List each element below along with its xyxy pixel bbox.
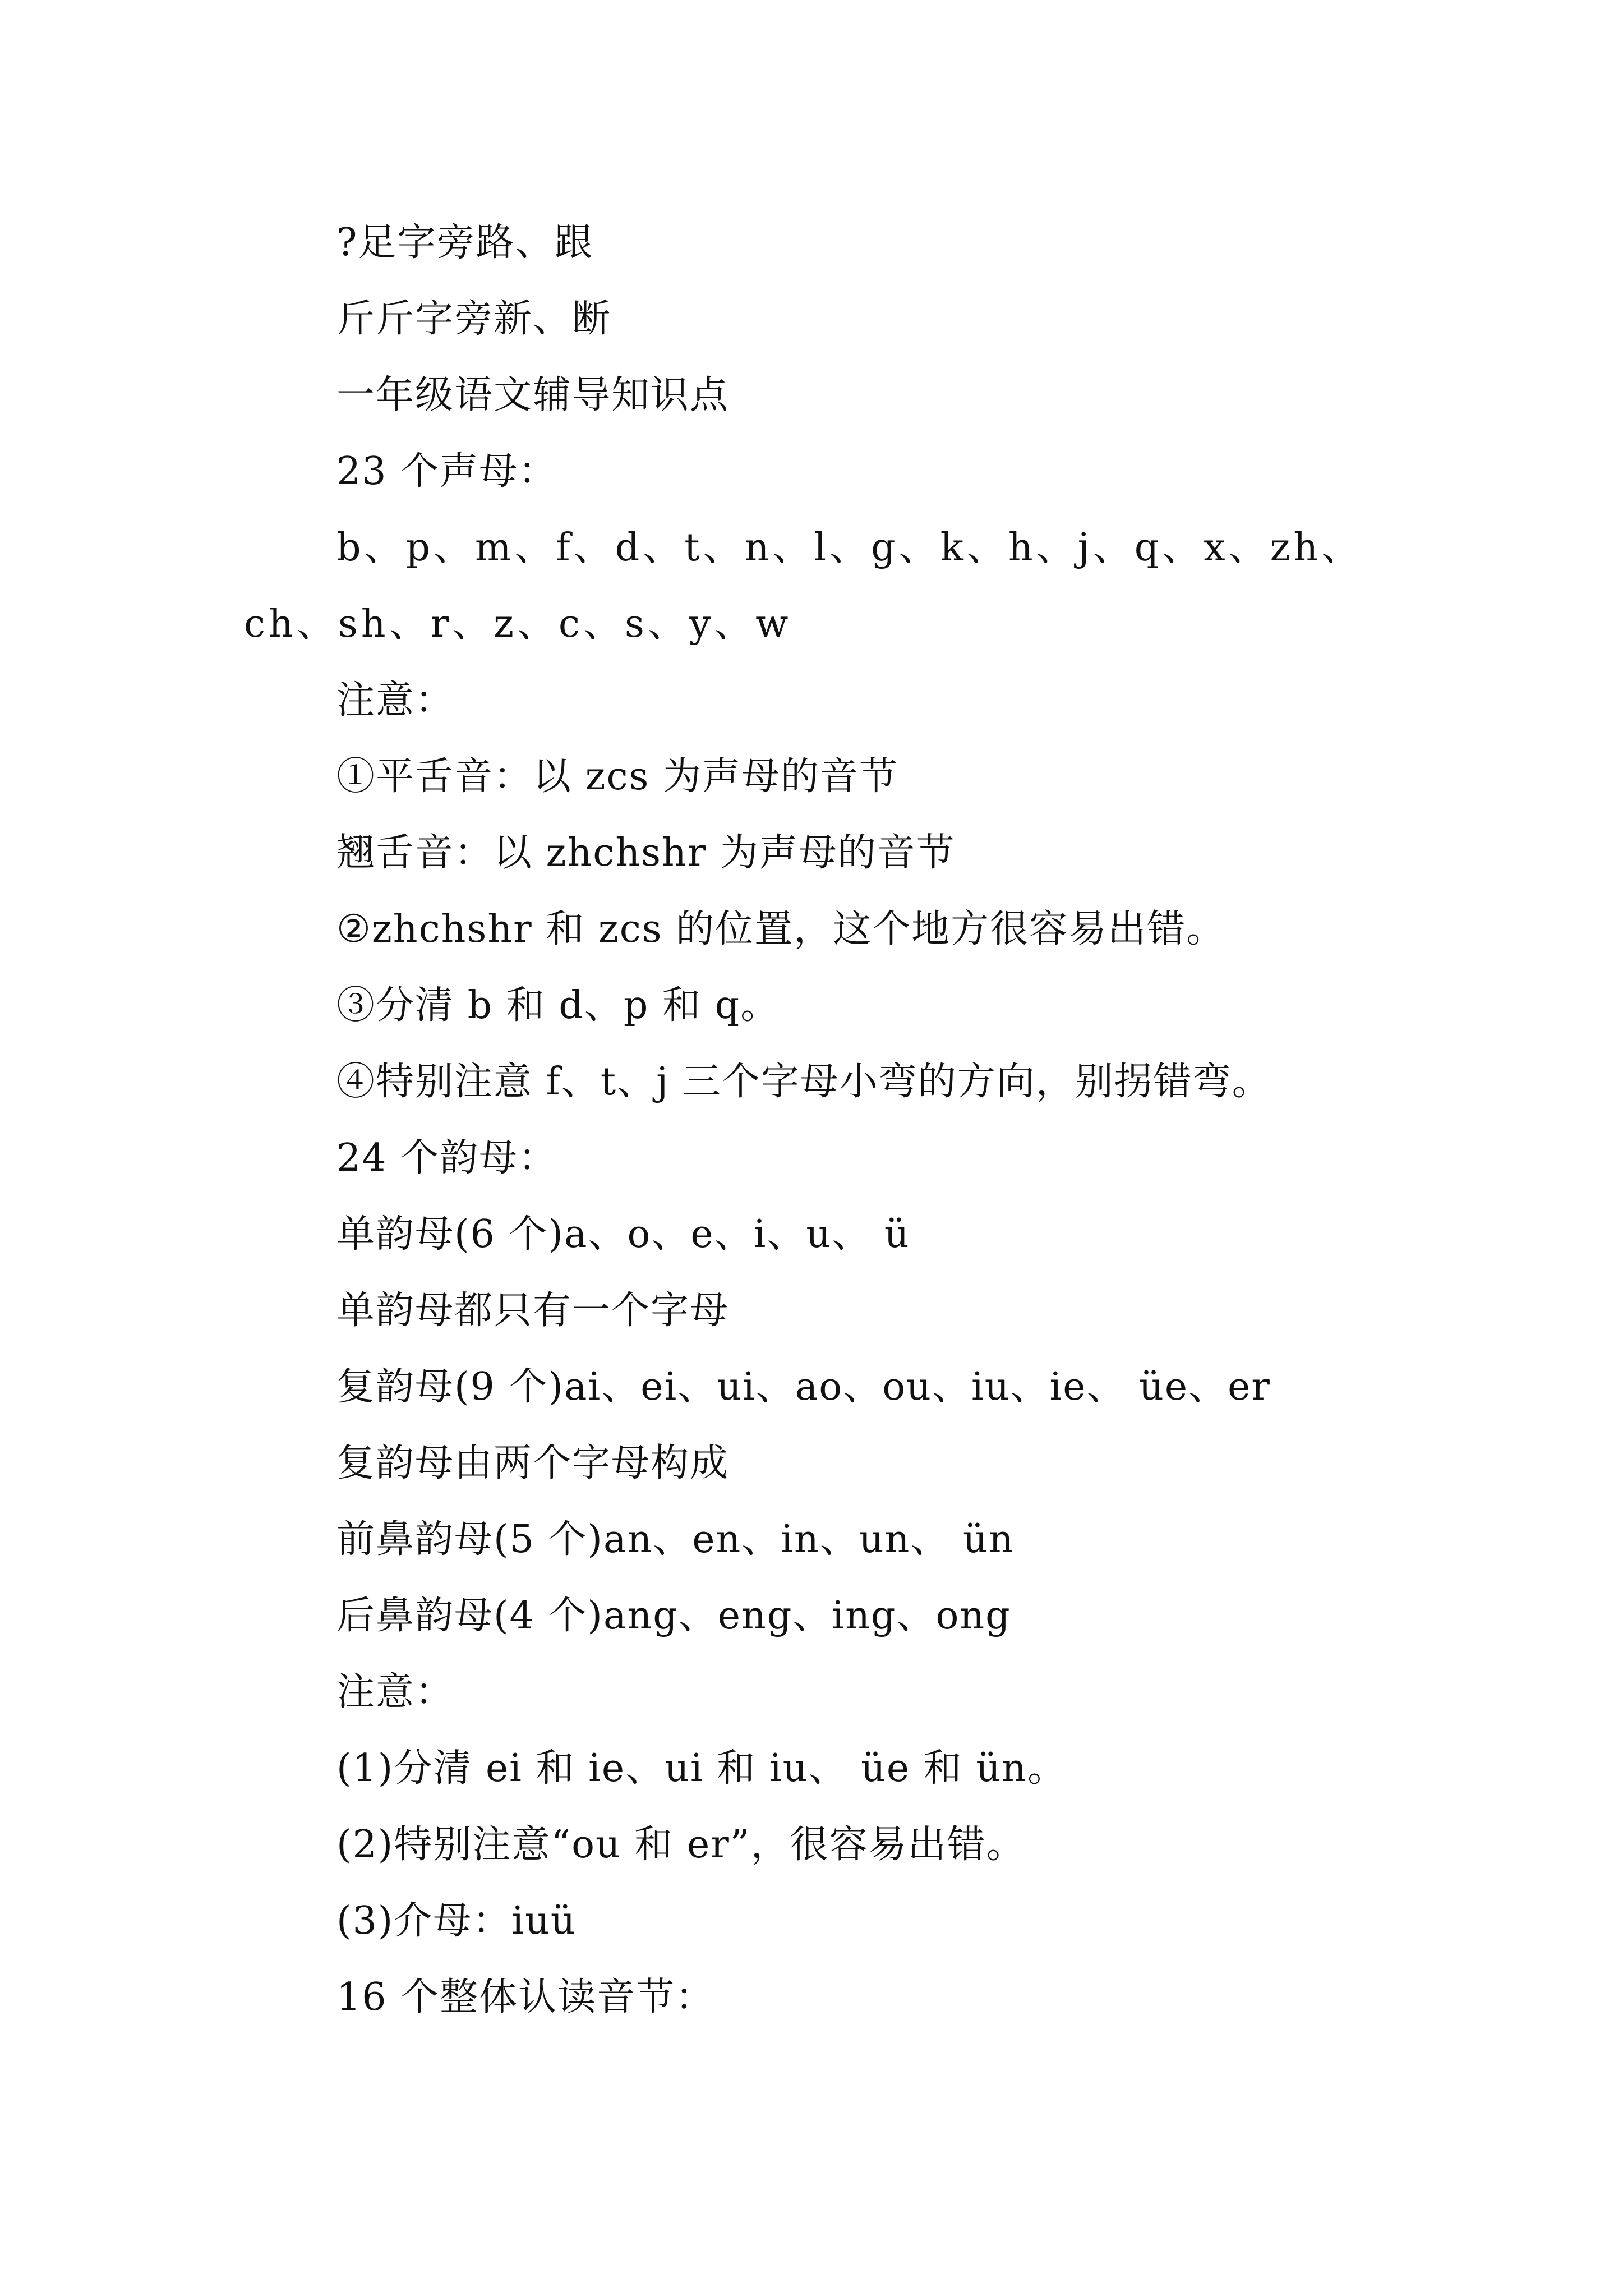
finals-note-2: (2)特别注意“ou 和 er”，很容易出错。 (336, 1823, 1026, 1867)
simple-finals-note: 单韵母都只有一个字母 (336, 1289, 730, 1333)
note-item-2: ②zhchshr 和 zcs 的位置，这个地方很容易出错。 (336, 907, 1226, 951)
section-heading: 一年级语文辅导知识点 (336, 373, 730, 417)
note-item-3: ③分清 b 和 d、p 和 q。 (336, 983, 780, 1028)
note-heading-2: 注意： (336, 1670, 455, 1714)
text-line-radical-zu: ?足字旁路、跟 (336, 220, 594, 265)
whole-syllables-heading: 16 个整体认读音节： (336, 1975, 715, 2019)
back-nasal-finals: 后鼻韵母(4 个)ang、eng、ing、ong (336, 1594, 1011, 1638)
note-item-1: ①平舌音：以 zcs 为声母的音节 (336, 754, 899, 799)
finals-note-1: (1)分清 ei 和 ie、ui 和 iu、 üe 和 ün。 (336, 1746, 1067, 1791)
compound-finals: 复韵母(9 个)ai、ei、ui、ao、ou、iu、ie、 üe、er (336, 1365, 1271, 1409)
initials-list-line-1: b、p、m、f、d、t、n、l、g、k、h、j、q、x、zh、 (336, 526, 1363, 570)
note-item-4: ④特别注意 f、t、j 三个字母小弯的方向，别拐错弯。 (336, 1060, 1271, 1104)
initials-list-line-2: ch、sh、r、z、c、s、y、w (244, 602, 792, 646)
front-nasal-finals: 前鼻韵母(5 个)an、en、in、un、 ün (336, 1517, 1015, 1562)
finals-note-3: (3)介母：iuü (336, 1899, 577, 1943)
finals-heading: 24 个韵母： (336, 1136, 558, 1180)
compound-finals-note: 复韵母由两个字母构成 (336, 1441, 730, 1485)
note-heading: 注意： (336, 678, 455, 723)
text-line-radical-jin: 斤斤字旁新、断 (336, 297, 612, 341)
initials-heading: 23 个声母： (336, 449, 558, 494)
note-item-1b: 翘舌音：以 zhchshr 为声母的音节 (336, 831, 956, 875)
simple-finals: 单韵母(6 个)a、o、e、i、u、 ü (336, 1212, 910, 1257)
